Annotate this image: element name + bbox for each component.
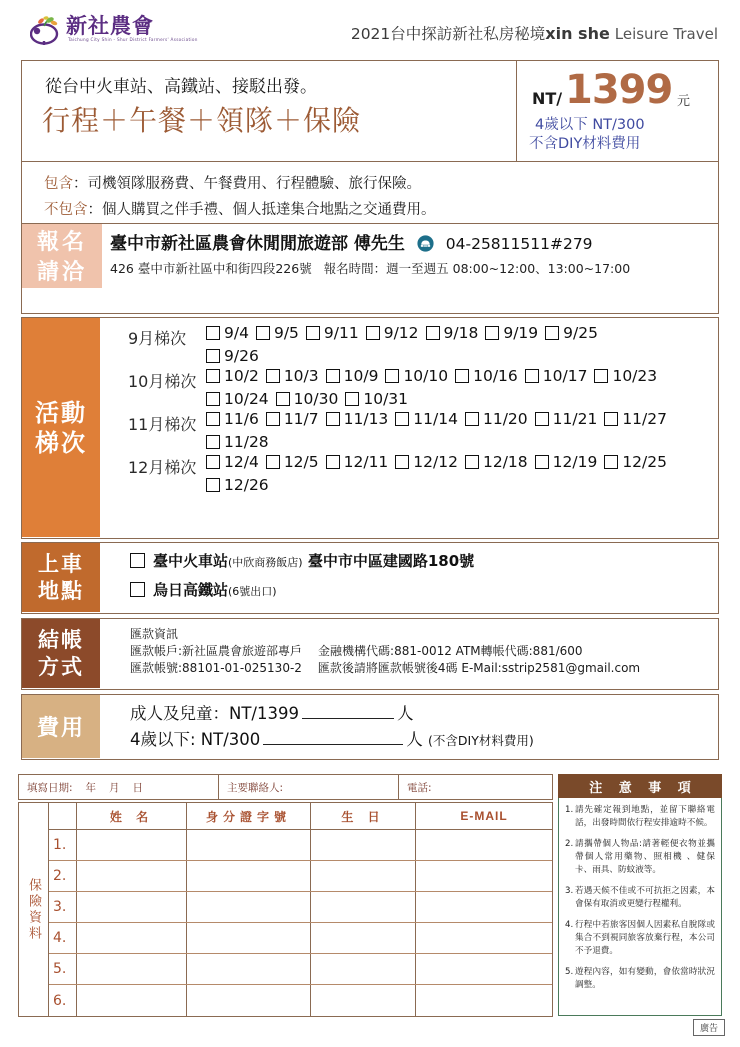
cell-name[interactable] [77,861,187,891]
payment-confirm-note: 匯款後請將匯款帳號後4碼 E-Mail:sstrip2581@gmail.com [317,661,641,675]
contact-hours: 08:00~12:00、13:00~17:00 [452,261,631,276]
checkbox-icon[interactable] [465,412,479,426]
schedule-date-label: 9/26 [224,347,259,365]
boarding-label-line1: 上車 [38,551,84,576]
schedule-date-label: 10/23 [612,367,658,385]
schedule-date-label: 10/10 [403,367,449,385]
checkbox-icon[interactable] [455,369,469,383]
schedule-date-option[interactable] [326,453,389,471]
schedule-date-option[interactable] [604,410,667,428]
table-row [49,923,552,954]
checkbox-icon[interactable] [256,326,270,340]
year-label: 年 [85,781,97,794]
table-row [49,892,552,923]
cell-birthday[interactable] [311,954,416,984]
table-row [49,830,552,861]
day-label: 日 [132,781,144,794]
contact-details-row [110,259,630,277]
schedule-date-label: 11/20 [482,410,528,428]
schedule-month-name: 12月梯次 [128,458,197,477]
row-index-text: 2. [53,868,67,884]
exclusion-line [44,198,436,219]
schedule-date-label: 12/4 [224,453,259,471]
note-item [565,885,715,911]
schedule-date-label: 9/25 [563,324,598,342]
header-id-text: 身分證字號 [205,809,291,824]
logo-english-name: Taichung City Shin - Shur District Farmers' Association [68,37,198,42]
schedule-date-label: 9/5 [273,324,299,342]
schedule-date-label: 11/13 [343,410,389,428]
cell-birthday[interactable] [311,861,416,891]
schedule-date-label: 10/9 [343,367,379,385]
top-info-frame [21,60,719,314]
checkbox-icon[interactable] [206,455,220,469]
schedule-date-option[interactable] [206,390,269,408]
schedule-month-name: 9月梯次 [128,329,187,348]
boarding-station-note: (中欣商務飯店) [228,556,303,569]
registration-form [18,774,553,1019]
organization-logo [18,8,198,50]
schedule-date-label: 11/27 [622,410,667,428]
payment-details [108,619,718,689]
fee-details [108,695,718,759]
note-text: 行程中若旅客因個人因素私自脫隊或集合不到視同旅客放棄行程，本公司不予退費。 [575,920,715,956]
form-meta-row [18,774,553,800]
schedule-date-label: 10/24 [224,390,269,408]
schedule-month-row-wrap [128,390,718,409]
insurance-side-label-text: 保險資料 [26,877,41,942]
schedule-date-label: 10/2 [224,367,259,385]
checkbox-icon[interactable] [306,326,320,340]
insurance-table-main [49,803,552,1016]
fill-date-cell[interactable] [19,775,219,799]
checkbox-icon[interactable] [266,455,280,469]
payment-account-name: 匯款帳戶:新社區農會旅遊部專戶 [130,644,303,658]
row-index [49,830,77,860]
contact-label-line1: 報名 [36,230,87,255]
schedule-date-option[interactable] [395,453,458,471]
title-chinese: 2021台中探訪新社私房秘境 [350,25,546,43]
checkbox-icon[interactable] [604,412,618,426]
schedule-date-label: 12/18 [482,453,528,471]
phone-icon [417,235,434,252]
note-text: 若遇天候不佳或不可抗拒之因素，本會保有取消或更變行程權利。 [575,886,715,909]
contact-address: 426 臺中市新社區中和街四段226號 [110,261,312,276]
cell-name[interactable] [77,954,187,984]
schedule-date-option[interactable] [345,390,408,408]
page-title [351,22,718,44]
cell-email[interactable] [416,954,552,984]
contact-block [22,223,718,313]
checkbox-icon[interactable] [326,455,340,469]
schedule-date-label: 12/19 [552,453,598,471]
row-index-text: 3. [53,899,67,915]
checkbox-icon[interactable] [206,435,220,449]
row-index [49,954,77,984]
price-diy-note: 不含DIY材料費用 [529,136,641,152]
cell-id[interactable] [187,923,311,953]
payment-label-line1: 結帳 [38,627,84,652]
schedule-date-label: 10/31 [363,390,409,408]
boarding-station-name: 烏日高鐵站 [153,581,229,599]
note-item [565,804,715,830]
row-index-text: 6. [53,992,67,1009]
payment-account-number: 匯款帳號:88101-01-025130-2 [130,661,302,675]
checkbox-icon[interactable] [485,326,499,340]
departure-line: 從台中火車站、高鐵站、接駁出發。 [45,77,317,97]
cell-id[interactable] [187,985,311,1016]
payment-section [21,618,719,690]
note-number: 1. [565,805,574,815]
row-index [49,861,77,891]
schedule-date-option[interactable] [326,410,389,428]
inclusion-line [44,172,421,193]
header-birthday-text: 生 日 [341,809,385,824]
fee-child-unit: 人 [406,730,423,749]
schedule-date-option[interactable] [535,410,598,428]
fee-line-child [130,727,718,754]
header-id [187,803,311,829]
schedule-date-label: 11/6 [224,410,259,428]
price-currency: NT/ [532,89,563,108]
schedule-date-option[interactable] [535,453,598,471]
cell-name[interactable] [77,892,187,922]
notes-title: 注 意 事 項 [558,774,722,798]
payment-bank-code: 金融機構代碼:881-0012 ATM轉帳代碼:881/600 [318,644,583,658]
schedule-month-row [128,453,718,478]
contact-organization-row [110,229,593,254]
fee-adult-count-field[interactable] [302,705,394,719]
note-item [565,838,715,877]
inclusion-key: 包含 [44,176,73,192]
contact-label [22,224,102,288]
cell-birthday[interactable] [311,923,416,953]
phone-label: 電話: [407,781,432,794]
fee-child-label: 4歲以下: NT/300 [130,730,261,749]
cell-birthday[interactable] [311,892,416,922]
checkbox-icon[interactable] [206,369,220,383]
fee-child-note: (不含DIY材料費用) [428,733,534,748]
checkbox-icon[interactable] [525,369,539,383]
boarding-option-label [153,550,474,571]
checkbox-icon[interactable] [345,392,359,406]
note-number: 2. [565,839,574,849]
boarding-option-label [153,579,277,600]
schedule-date-label: 9/12 [383,324,419,342]
cell-email[interactable] [416,892,552,922]
cell-email[interactable] [416,830,552,860]
payment-line-3 [130,660,718,677]
notes-section [558,774,722,1019]
table-row [49,985,552,1016]
schedule-date-label: 11/7 [283,410,319,428]
schedule-date-label: 10/17 [542,367,588,385]
schedule-month-row-wrap [128,347,718,366]
header-email [416,803,552,829]
schedule-month-row [128,410,718,435]
checkbox-icon[interactable] [130,553,145,568]
checkbox-icon[interactable] [266,412,280,426]
schedule-date-option[interactable] [545,324,598,342]
row-index-text: 1. [53,837,67,853]
checkbox-icon[interactable] [206,326,220,340]
schedule-date-label: 12/11 [343,453,389,471]
cell-name[interactable] [77,923,187,953]
checkbox-icon[interactable] [326,369,340,383]
schedule-label [22,318,100,537]
schedule-date-option[interactable] [266,453,319,471]
inclusion-text: ：司機領隊服務費、午餐費用、行程體驗、旅行保險。 [73,176,421,192]
schedule-date-option[interactable] [366,324,419,342]
row-index [49,923,77,953]
schedule-date-label: 11/14 [413,410,458,428]
header-email-text: E-MAIL [460,809,508,823]
fee-label-text: 費用 [36,716,85,741]
schedule-date-option[interactable] [206,476,269,494]
payment-title: 匯款資訊 [130,627,179,641]
boarding-option[interactable] [108,550,718,571]
note-item [565,919,715,958]
note-number: 4. [565,920,574,930]
schedule-date-option[interactable] [256,324,299,342]
cell-name[interactable] [77,985,187,1016]
note-text: 遊程內容，如有變動，會依當時狀況調整。 [575,967,715,990]
insurance-side-label [19,803,49,1016]
schedule-date-label: 12/12 [413,453,458,471]
cell-id[interactable] [187,830,311,860]
schedule-date-option[interactable] [206,367,259,385]
schedule-date-chips [206,367,664,386]
checkbox-icon[interactable] [385,369,399,383]
checkbox-icon[interactable] [465,455,479,469]
schedule-month-row-wrap [128,476,718,495]
schedule-date-option[interactable] [465,453,528,471]
inclusions-block [22,161,718,223]
schedule-date-option[interactable] [525,367,588,385]
table-row [49,954,552,985]
cell-id[interactable] [187,861,311,891]
schedule-date-option[interactable] [266,410,319,428]
fee-label [22,695,100,758]
boarding-station-note: (6號出口) [228,585,277,598]
schedule-date-label: 9/19 [503,324,539,342]
mushroom-logo-icon [30,14,64,46]
schedule-date-option[interactable] [206,433,269,451]
checkbox-icon[interactable] [535,455,549,469]
row-index [49,985,77,1016]
ad-badge: 廣告 [693,1019,725,1036]
header-name-text: 姓 名 [109,809,154,824]
schedule-date-label: 12/5 [283,453,319,471]
exclusion-key: 不包含 [44,202,88,218]
schedule-date-option[interactable] [485,324,538,342]
schedule-month-name: 10月梯次 [128,372,197,391]
boarding-station-name: 臺中火車站 [153,552,229,570]
schedule-date-option[interactable] [455,367,518,385]
note-number: 5. [565,967,574,977]
checkbox-icon[interactable] [545,326,559,340]
header-birthday [311,803,416,829]
price-unit: 元 [677,94,691,109]
schedule-date-label: 10/30 [293,390,339,408]
schedule-date-label: 9/4 [224,324,249,342]
schedule-date-chips [206,324,605,343]
checkbox-icon[interactable] [206,349,220,363]
schedule-date-option[interactable] [266,367,319,385]
schedule-section [21,317,719,539]
table-header-row [49,803,552,830]
checkbox-icon[interactable] [594,369,608,383]
schedule-date-list [100,318,718,538]
payment-label [22,619,100,688]
cell-email[interactable] [416,985,552,1016]
title-english-bold: xin she [545,24,610,43]
schedule-date-option[interactable] [465,410,528,428]
schedule-month-row-wrap [128,433,718,452]
checkbox-icon[interactable] [130,582,145,597]
payment-line-2 [130,643,718,660]
schedule-date-label: 11/21 [552,410,598,428]
schedule-date-label: 12/26 [224,476,269,494]
main-contact-label: 主要聯絡人: [227,781,284,794]
schedule-date-chips [206,410,674,429]
notes-list [558,798,722,1016]
title-english-light: Leisure Travel [614,25,718,43]
schedule-date-chips [206,453,674,472]
schedule-month-row [128,367,718,392]
price-amount: 1399 [565,67,673,113]
table-row [49,861,552,892]
fee-adult-unit: 人 [396,704,414,723]
schedule-date-label: 12/25 [622,453,667,471]
fee-section [21,694,719,760]
checkbox-icon[interactable] [426,326,440,340]
boarding-station-address: 臺中市中區建國路180號 [302,552,475,570]
header-index [49,803,77,829]
contact-label-line2: 請洽 [36,260,87,285]
contact-organization: 臺中市新社區農會休閒閒旅遊部 傅先生 [110,234,405,254]
schedule-date-option[interactable] [206,410,259,428]
row-index-text: 5. [53,961,67,977]
note-item [565,966,715,992]
row-index [49,892,77,922]
schedule-date-option[interactable] [326,367,379,385]
contact-phone: 04-25811511#279 [445,235,593,253]
boarding-option[interactable] [108,579,718,600]
schedule-date-option[interactable] [395,410,458,428]
page-header [0,0,740,56]
fee-line-adult [130,701,718,727]
schedule-date-option[interactable] [276,390,339,408]
table-body [49,830,552,1016]
package-line: 行程＋午餐＋領隊＋保險 [42,104,362,137]
schedule-month-row [128,324,718,349]
note-text: 請攜帶個人物品:請著輕便衣物並攜帶個人常用藥物、照相機 、健保卡、雨具、防蚊液等。 [575,839,715,875]
checkbox-icon[interactable] [206,392,220,406]
phone-cell[interactable] [399,775,552,799]
checkbox-icon[interactable] [395,455,409,469]
schedule-label-line2: 梯次 [35,428,87,457]
package-summary-block [22,61,517,161]
checkbox-icon[interactable] [276,392,290,406]
header-name [77,803,187,829]
price-block [517,61,717,161]
schedule-date-label: 9/11 [323,324,359,342]
schedule-date-option[interactable] [385,367,448,385]
boarding-label-line2: 地點 [38,578,84,603]
exclusion-text: ：個人購買之伴手禮、個人抵達集合地點之交通費用。 [87,202,436,218]
boarding-label [22,543,100,612]
cell-birthday[interactable] [311,830,416,860]
month-label: 月 [109,781,120,794]
schedule-date-option[interactable] [594,367,657,385]
cell-email[interactable] [416,923,552,953]
checkbox-icon[interactable] [366,326,380,340]
schedule-month-name: 11月梯次 [128,415,197,434]
checkbox-icon[interactable] [326,412,340,426]
checkbox-icon[interactable] [206,478,220,492]
cell-email[interactable] [416,861,552,891]
fee-adult-label: 成人及兒童：NT/1399 [130,704,299,723]
schedule-date-option[interactable] [206,453,259,471]
insurance-table [18,802,553,1017]
cell-birthday[interactable] [311,985,416,1016]
note-number: 3. [565,886,574,896]
boarding-section [21,542,719,614]
schedule-label-line1: 活動 [35,398,87,427]
logo-chinese-name: 新社農會 [66,14,154,38]
cell-id[interactable] [187,954,311,984]
schedule-date-label: 10/3 [283,367,319,385]
checkbox-icon[interactable] [604,455,618,469]
schedule-date-option[interactable] [306,324,359,342]
price-child-note: 4歲以下 NT/300 [535,117,645,133]
schedule-date-option[interactable] [206,324,249,342]
schedule-date-label: 10/16 [473,367,518,385]
cell-id[interactable] [187,892,311,922]
row-index-text: 4. [53,930,67,946]
schedule-date-option[interactable] [206,347,259,365]
boarding-options [108,543,718,613]
checkbox-icon[interactable] [395,412,409,426]
cell-name[interactable] [77,830,187,860]
fee-child-count-field[interactable] [263,731,403,745]
schedule-date-label: 11/28 [224,433,269,451]
payment-label-line2: 方式 [38,654,84,679]
schedule-date-label: 9/18 [443,324,479,342]
fill-date-label: 填寫日期: [27,781,73,794]
checkbox-icon[interactable] [206,412,220,426]
checkbox-icon[interactable] [535,412,549,426]
note-text: 請先確定報到地點，並留下聯絡電話，出發時間依行程安排逾時不候。 [575,805,715,828]
checkbox-icon[interactable] [266,369,280,383]
main-contact-cell[interactable] [219,775,399,799]
schedule-date-option[interactable] [426,324,479,342]
contact-hours-label: 報名時間：週一至週五 [323,261,449,276]
schedule-date-option[interactable] [604,453,667,471]
